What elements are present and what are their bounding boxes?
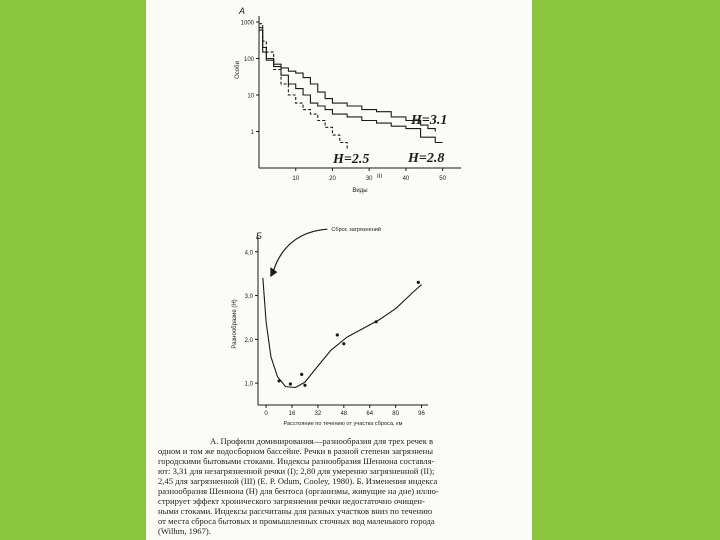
annotation-label: III [377,174,383,180]
x-tick-label: 40 [402,176,410,182]
x-tick-label: 10 [292,176,300,182]
y-axis-label: Разнообразие (H) [232,299,238,349]
figure-caption [158,436,524,536]
data-point [300,373,303,376]
caption-line: ными стоками. Индексы рассчитаны для разных участков вниз по течению [158,506,433,516]
caption-line: городскими бытовыми стоками. Индексы разнообразия Шеннона составля- [158,456,435,466]
caption-line: разнообразия Шеннона (H) для бентоса (организмы, живущие на дне) иллю- [158,486,439,496]
pollution-arrow [273,229,327,271]
data-point [417,281,420,284]
x-tick-label: 0 [264,411,268,417]
data-point [303,384,306,387]
series-label: H=2.8 [408,151,445,166]
data-point [289,382,292,385]
y-tick-label: 4,0 [244,250,253,257]
x-axis-label: Виды [352,188,368,194]
panel-label: Б [256,231,262,241]
caption-line: (Wilhm, 1967). [158,526,211,536]
y-tick-label: 10 [247,93,254,100]
data-point [277,379,280,382]
series-label: H=3.1 [411,113,448,128]
caption-line: одном и том же водосборном бассейне. Речки в разной степени загрязнены [158,446,433,456]
y-tick-label: 3,0 [244,294,253,301]
x-tick-label: 50 [439,176,446,182]
x-tick-label: 96 [418,411,425,417]
series-line [259,24,347,151]
x-tick-label: 30 [365,176,373,182]
y-tick-label: 1000 [240,20,254,27]
y-tick-label: 1,0 [244,381,253,388]
caption-line: стрирует эффект хронического загрязнения речки недостаточно очищен- [158,496,425,506]
x-tick-label: 64 [366,411,374,417]
x-tick-label: 16 [288,411,296,417]
chart-a-dominance-diversity [146,0,532,222]
data-point [375,320,378,323]
x-tick-label: 80 [392,411,399,417]
y-tick-label: 1 [250,130,254,136]
series-label: H=2.5 [333,152,370,167]
data-point [342,342,345,345]
pollution-annotation: Сброс загрязнений [331,227,382,234]
data-point [336,333,339,336]
fit-curve [263,278,422,387]
x-axis-label: Расстояние по течению от участка сброса, км [283,421,403,427]
y-axis-label: Особи [235,61,241,79]
y-tick-label: 2,0 [244,337,253,344]
panel-label: А [239,6,246,16]
caption-line: А. Профили доминирования—разнообразия для трех речек в [210,436,434,446]
book-page [146,0,532,540]
x-tick-label: 32 [314,411,322,417]
caption-line: ют: 3,31 для незагрязненной речки (I); 2,80 для умеренно загрязненной (II); [158,466,435,476]
caption-line: от места сброса бытовых и промышленных сточных вод маленького города [158,516,435,526]
caption-line: 2,45 для загрязненной (III) (Е. Р. Odum, Cooley, 1980). Б. Изменения индекса [158,476,438,486]
x-tick-label: 20 [329,176,336,182]
y-tick-label: 100 [243,57,254,63]
chart-b-shannon-diversity [146,225,532,435]
x-tick-label: 48 [340,411,348,417]
